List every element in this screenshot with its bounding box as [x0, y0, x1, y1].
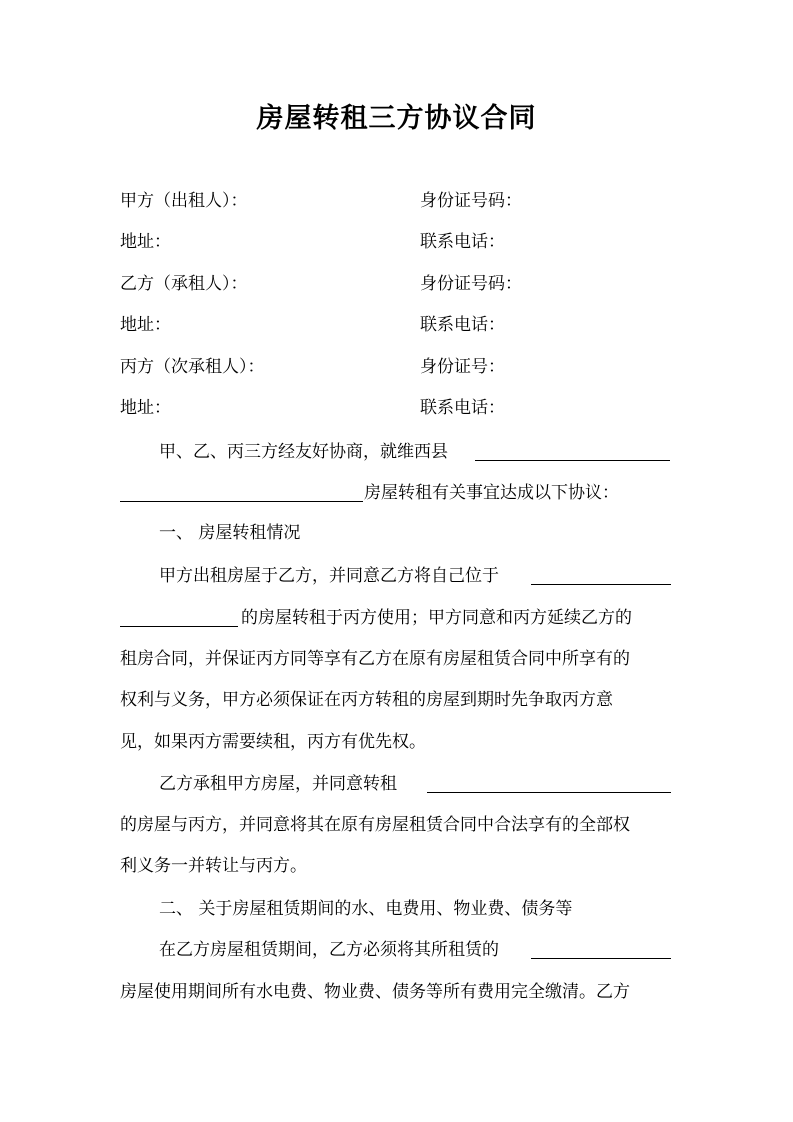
party-b-id-label: 身份证号码：	[420, 274, 522, 294]
party-c-phone-label: 联系电话：	[420, 398, 505, 418]
intro-text-line-1: 甲、乙、丙三方经友好协商，就维西县	[159, 442, 448, 462]
document-title: 房屋转租三方协议合同	[256, 103, 537, 134]
party-c-id-label: 身份证号：	[420, 357, 505, 377]
section-2-heading: 二、 关于房屋租赁期间的水、电费用、物业费、债务等	[159, 899, 573, 919]
intro-blank-line-1	[475, 460, 670, 461]
party-b-address-label: 地址：	[120, 315, 171, 335]
s1-p1-line-5: 见，如果丙方需要续租，丙方有优先权。	[120, 732, 426, 752]
s1-p1-blank-1	[531, 584, 671, 585]
s2-p1-line-2: 房屋使用期间所有水电费、物业费、债务等所有费用完全缴清。乙方	[120, 982, 630, 1002]
s1-p1-blank-2	[120, 626, 238, 627]
s1-p2-line-2: 的房屋与丙方，并同意将其在原有房屋租赁合同中合法享有的全部权	[120, 815, 630, 835]
s2-p1-blank-1	[531, 958, 671, 959]
s1-p2-line-1: 乙方承租甲方房屋，并同意转租	[159, 774, 397, 794]
party-a-id-label: 身份证号码：	[420, 191, 522, 211]
party-c-address-label: 地址：	[120, 398, 171, 418]
party-a-label: 甲方（出租人）：	[120, 191, 248, 211]
s1-p2-blank-1	[427, 792, 671, 793]
s1-p2-line-3: 利义务一并转让与丙方。	[120, 856, 307, 876]
s1-p1-line-1: 甲方出租房屋于乙方，并同意乙方将自己位于	[159, 566, 499, 586]
intro-text-line-2: 房屋转租有关事宜达成以下协议：	[364, 483, 619, 503]
intro-blank-line-2	[120, 501, 363, 502]
s1-p1-line-3: 租房合同，并保证丙方同等享有乙方在原有房屋租赁合同中所享有的	[120, 649, 630, 669]
party-b-phone-label: 联系电话：	[420, 315, 505, 335]
section-1-heading: 一、 房屋转租情况	[159, 523, 301, 543]
party-a-address-label: 地址：	[120, 232, 171, 252]
s1-p1-line-4: 权利与义务，甲方必须保证在丙方转租的房屋到期时先争取丙方意	[120, 690, 613, 710]
party-a-phone-label: 联系电话：	[420, 232, 505, 252]
s1-p1-line-2: 的房屋转租于丙方使用；甲方同意和丙方延续乙方的	[241, 608, 632, 628]
party-b-label: 乙方（承租人）：	[120, 274, 248, 294]
s2-p1-line-1: 在乙方房屋租赁期间，乙方必须将其所租赁的	[159, 940, 499, 960]
party-c-label: 丙方（次承租人）：	[120, 357, 265, 377]
